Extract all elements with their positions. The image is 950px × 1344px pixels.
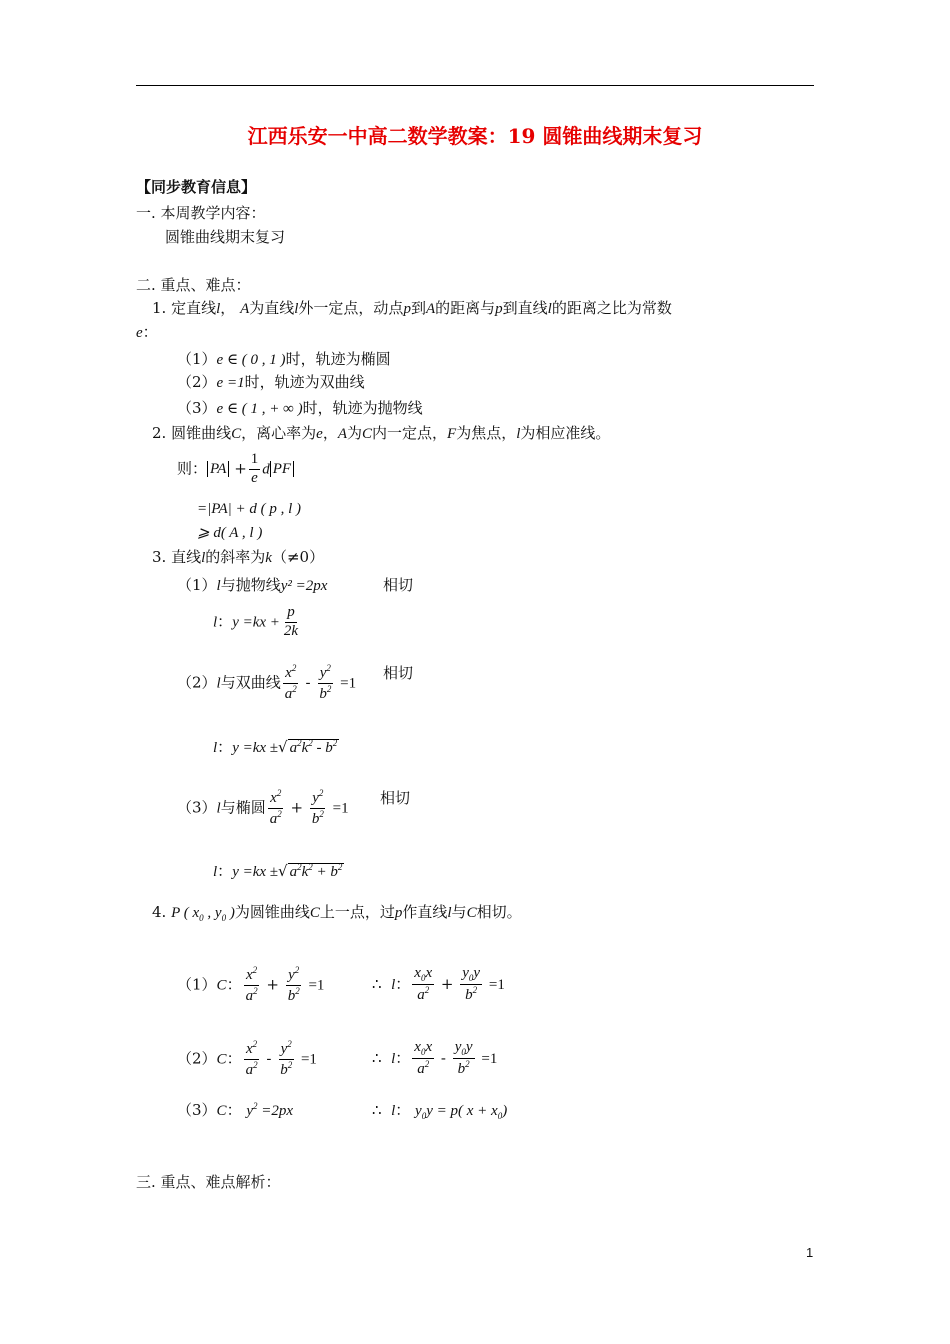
item-4-case-2-tangent: ∴ l： $\frac{x_0x}{a^2}$ - $\frac{y_0y}{b^2}$ =1 bbox=[372, 1039, 498, 1078]
item-4-case-2: （2）C： $\frac{x^2}{a^2}$ - $\frac{y^2}{b^2}$ =1 bbox=[177, 1039, 317, 1078]
item-1-case-2: （2）e =1时，轨迹为双曲线 bbox=[177, 373, 365, 391]
item-3-case-3: （3）l与椭圆 $\frac{x^2}{a^2}$ + $\frac{y^2}{b^2}$ =1 bbox=[177, 788, 349, 827]
section-2-heading: 二. 重点、难点： bbox=[136, 276, 251, 294]
page-title: 江西乐安一中高二数学教案：19 圆锥曲线期末复习 bbox=[247, 124, 703, 148]
item-4-case-3-tangent: ∴ l： $y_0y = p$( $x + x_0$) bbox=[372, 1101, 508, 1121]
item-number: 2. bbox=[152, 424, 167, 442]
item-3-case-2-line: l：y =kx ±√ $a^2k^2 - b^2$ bbox=[213, 738, 338, 756]
section-3-heading: 三. 重点、难点解析： bbox=[136, 1173, 281, 1191]
item-2-formula-1: 则： PA + $\frac{1}{e}$ d PF bbox=[177, 452, 294, 487]
item-4-case-1: （1）C： $\frac{x^2}{a^2}$ + $\frac{y^2}{b^2}$ =1 bbox=[177, 965, 325, 1004]
item-3-case-2: （2）l与双曲线 $\frac{x^2}{a^2}$ - $\frac{y^2}{b^2}$ =1 bbox=[177, 663, 357, 702]
item-3-case-3-line: l：y =kx ±√ $a^2k^2 + b^2$ bbox=[213, 862, 343, 880]
header-rule bbox=[136, 85, 814, 86]
sync-info-heading: 【同步教育信息】 bbox=[136, 178, 257, 196]
section-1-content: 圆锥曲线期末复习 bbox=[165, 228, 286, 246]
item-4-case-1-tangent: ∴ l： $\frac{x_0x}{a^2}$ + $\frac{y_0y}{b^2}$ =1 bbox=[372, 965, 505, 1004]
item-2-formula-3: ⩾ d( A , l ) bbox=[197, 525, 263, 541]
item-3-case-3-tangent: 相切 bbox=[380, 789, 411, 807]
item-3-case-1: （1）l与抛物线y² =2px bbox=[177, 576, 328, 594]
item-2: 2. 圆锥曲线C，离心率为e，A为C内一定点，F为焦点，l为相应准线。 bbox=[152, 424, 611, 442]
item-3-case-1-tangent: 相切 bbox=[383, 576, 414, 594]
item-3: 3. 直线l的斜率为k（≠0） bbox=[152, 548, 325, 566]
item-4-case-3: （3）C： $y^2 =2px$ bbox=[177, 1101, 294, 1119]
item-number: 3. bbox=[152, 548, 167, 566]
item-number: 1. bbox=[152, 299, 167, 317]
item-3-case-2-tangent: 相切 bbox=[383, 664, 414, 682]
section-1-heading: 一. 本周教学内容： bbox=[136, 204, 266, 222]
item-number: 4. bbox=[152, 903, 167, 921]
item-1-constant: e： bbox=[136, 325, 158, 341]
item-1: 1. 定直线l， A为直线l外一定点，动点p到A的距离与p到直线l的距离之比为常数 bbox=[152, 299, 672, 317]
item-2-formula-2: =|PA| + d ( p , l ) bbox=[197, 501, 302, 517]
item-4: 4. P ( $x_0$ , $y_0$ )为圆锥曲线C上一点，过p作直线l与C相切。 bbox=[152, 903, 522, 923]
page-number: 1 bbox=[806, 1245, 814, 1260]
item-3-case-1-line: l：y =kx + $\frac{p}{2k}$ bbox=[213, 604, 299, 639]
item-1-case-3: （3）e ∈ ( 1 , + ∞ )时，轨迹为抛物线 bbox=[177, 399, 423, 417]
item-1-case-1: （1）e ∈ ( 0 , 1 )时，轨迹为椭圆 bbox=[177, 350, 391, 368]
